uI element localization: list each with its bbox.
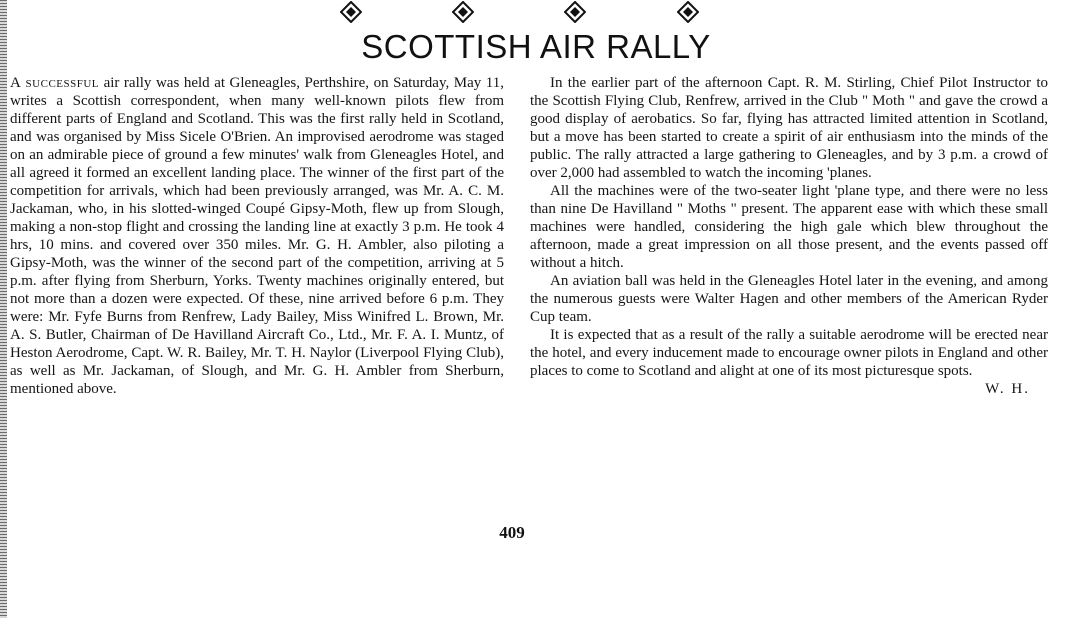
right-paragraph: An aviation ball was held in the Gleneagles Hotel later in the evening, and among the numerous guests were Walter Hagen and other members of the American Ryder Cup team. bbox=[530, 273, 1048, 325]
lead-smallcaps: A successful bbox=[10, 75, 100, 91]
right-paragraph: In the earlier part of the afternoon Capt. R. M. Stirling, Chief Pilot Instructor to the Scottish Flying Club, Renfrew, arrived in the Club " Moth " and gave the crowd a good display of aerobatics. So far, flying has attracted limited attention in Scotland, but a move has been started to create a spirit of air enthusiasm into the minds of the public. The rally attracted a large gathering to Gleneagles, and by 3 p.m. a crowd of over 2,000 had assembled to watch the incoming 'planes. bbox=[530, 75, 1048, 181]
author-signature: W. H. bbox=[985, 381, 1030, 397]
article-title: SCOTTISH AIR RALLY bbox=[361, 28, 711, 65]
diamond-ornament-icon bbox=[452, 1, 474, 23]
diamond-ornament-icon bbox=[340, 1, 362, 23]
right-column bbox=[530, 74, 1048, 398]
right-paragraph: All the machines were of the two-seater light 'plane type, and there were no less than nine De Havilland " Moths " present. The apparent ease with which these small machines were handled, considering the high gale which blew throughout the afternoon, made a great impression on all those present, and the events passed off without a hitch. bbox=[530, 183, 1048, 271]
right-paragraph: It is expected that as a result of the rally a suitable aerodrome will be erected near the hotel, and every inducement made to encourage owner pilots in England and other places to come to Scotland and alight at one of its most picturesque spots. bbox=[530, 327, 1048, 379]
diamond-ornament-icon bbox=[677, 1, 699, 23]
header-ornaments bbox=[0, 1, 1072, 25]
diamond-ornament-icon bbox=[564, 1, 586, 23]
left-paragraph-text: air rally was held at Gleneagles, Perthshire, on Saturday, May 11, writes a Scottish correspondent, when many well-known pilots flew from different parts of England and Scotland. This was the first rally held in Scotland, and was organised by Miss Sicele O'Brien. An improvised aerodrome was staged on an admirable piece of ground a few minutes' walk from Gleneagles Hotel, and all agreed it formed an excellent landing place. The winner of the first part of the competition for arrivals, which had been previously arranged, was Mr. A. C. M. Jackaman, who, in his slotted-winged Coupé Gipsy-Moth, flew up from Slough, making a non-stop flight and crossing the landing line at exactly 3 p.m. He took 4 hrs, 10 mins. and covered over 350 miles. Mr. G. H. Ambler, also piloting a Gipsy-Moth, was the winner of the second part of the competition, arriving at 5 p.m. after flying from Sherburn, Yorks. Twenty machines originally entered, but not more than a dozen were expected. Of these, nine arrived before 6 p.m. They were: Mr. Fyfe Burns from Renfrew, Lady Bailey, Miss Winifred L. Brown, Mr. A. S. Butler, Chairman of De Havilland Aircraft Co., Ltd., Mr. F. A. I. Muntz, of Heston Aerodrome, Capt. W. R. Bailey, Mr. T. H. Naylor (Liverpool Flying Club), as well as Mr. Jackaman, of Slough, and Mr. G. H. Ambler from Sherburn, mentioned above. bbox=[10, 75, 505, 397]
page-number: 409 bbox=[499, 523, 525, 542]
left-column bbox=[10, 74, 504, 398]
left-paragraph bbox=[10, 74, 504, 398]
